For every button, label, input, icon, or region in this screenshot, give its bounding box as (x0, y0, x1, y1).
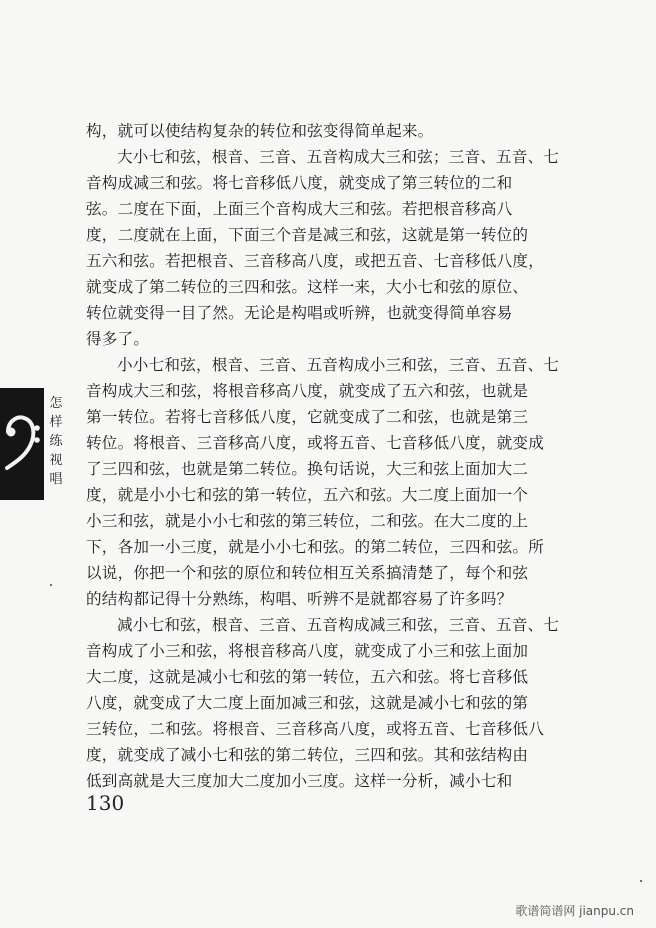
scan-speck (50, 584, 52, 586)
text-line: 下，各加一小三度，就是小小七和弦。的第二转位，三四和弦。所 (86, 538, 545, 556)
text-line: 弦。二度在下面，上面三个音构成大三和弦。若把根音移高八 (86, 200, 513, 218)
book-title-vertical (47, 394, 65, 489)
book-title-char: 怎 (49, 396, 63, 411)
text-line: 得多了。 (86, 330, 150, 348)
text-line: 转位就变得一目了然。无论是构唱或听辨，也就变得简单容易 (86, 304, 513, 322)
text-line: 大二度，这就是减小七和弦的第一转位，五六和弦。将七音移低 (86, 668, 529, 686)
text-line: 小三和弦，就是小小七和弦的第三转位，二和弦。在大二度的上 (86, 512, 529, 530)
bass-clef-icon (2, 412, 42, 476)
text-line: 了三四和弦，也就是第二转位。换句话说，大三和弦上面加大二 (86, 460, 529, 478)
text-line: 低到高就是大三度加大二度加小三度。这样一分析，减小七和 (86, 772, 513, 790)
text-line: 以说，你把一个和弦的原位和转位相互关系搞清楚了，每个和弦 (86, 564, 529, 582)
book-title-char: 唱 (49, 472, 63, 487)
page-number: 130 (86, 791, 125, 815)
book-title-char: 视 (49, 453, 63, 468)
text-line: 三转位，二和弦。将根音、三音移高八度，或将五音、七音移低八 (86, 720, 545, 738)
text-line: 构，就可以使结构复杂的转位和弦变得简单起来。 (86, 122, 434, 140)
text-line: 五六和弦。若把根音、三音移高八度，或把五音、七音移低八度， (86, 252, 545, 270)
body-text (86, 118, 573, 794)
text-line: 的结构都记得十分熟练，构唱、听辨不是就都容易了许多吗？ (86, 590, 513, 608)
text-line: 度，就变成了减小七和弦的第二转位，三四和弦。其和弦结构由 (86, 746, 529, 764)
scan-speck (640, 880, 642, 882)
text-line: 八度，就变成了大二度上面加减三和弦，这就是减小七和弦的第 (86, 694, 529, 712)
text-line: 度，就是小小七和弦的第一转位，五六和弦。大二度上面加一个 (86, 486, 529, 504)
book-title-char: 练 (49, 434, 63, 449)
text-line: 就变成了第二转位的三四和弦。这样一来，大小七和弦的原位、 (86, 278, 529, 296)
text-line: 度，二度就在上面，下面三个音是减三和弦，这就是第一转位的 (86, 226, 529, 244)
text-line: 转位。将根音、三音移高八度，或将五音、七音移低八度，就变成 (86, 434, 545, 452)
text-line: 音构成大三和弦，将根音移高八度，就变成了五六和弦，也就是 (86, 382, 529, 400)
watermark: 歌谱简谱网 jianpu.cn (515, 904, 634, 918)
book-title-char: 样 (49, 415, 63, 430)
text-line: 音构成了小三和弦，将根音移高八度，就变成了小三和弦上面加 (86, 642, 529, 660)
text-line: 第一转位。若将七音移低八度，它就变成了二和弦，也就是第三 (86, 408, 529, 426)
text-line: 音构成减三和弦。将七音移低八度，就变成了第三转位的二和 (86, 174, 513, 192)
side-tab (0, 388, 44, 500)
text-line: 大小七和弦，根音、三音、五音构成大三和弦；三音、五音、七 (117, 148, 560, 166)
text-line: 小小七和弦，根音、三音、五音构成小三和弦，三音、五音、七 (117, 356, 560, 374)
text-line: 减小七和弦，根音、三音、五音构成减三和弦，三音、五音、七 (117, 616, 560, 634)
